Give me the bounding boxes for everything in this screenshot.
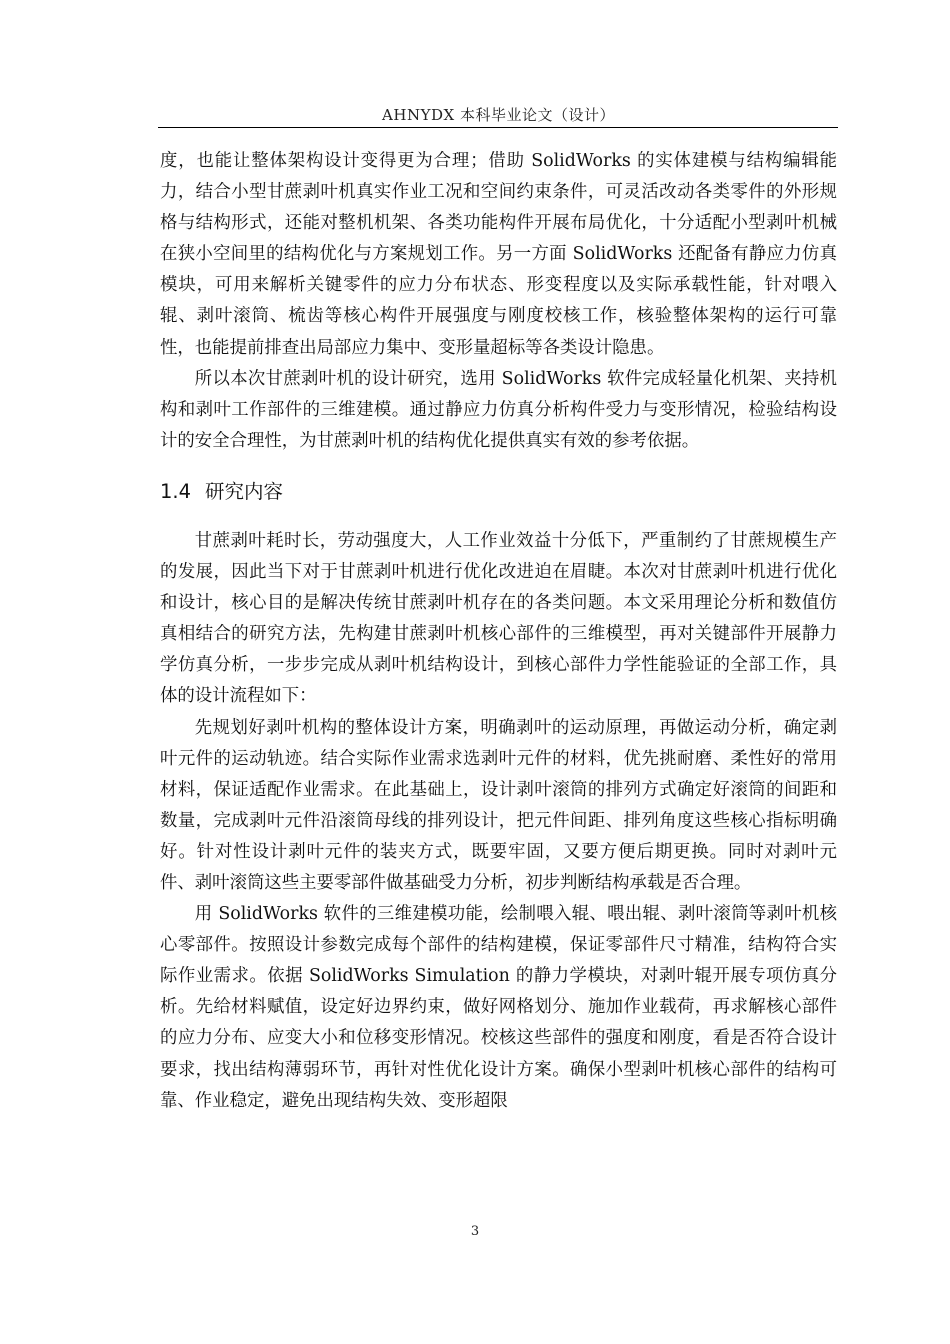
- paragraph-software-choice: 所以本次甘蔗剥叶机的设计研究，选用 SolidWorks 软件完成轻量化机架、夹持机构和剥叶工作部件的三维建模。通过静应力仿真分析构件受力与变形情况，检验结构设计的安全合理性，为甘蔗剥叶机的结构优化提供真实有效的参考依据。: [160, 368, 837, 451]
- paragraph-simulation: 用 SolidWorks 软件的三维建模功能，绘制喂入辊、喂出辊、剥叶滚筒等剥叶机核心零部件。按照设计参数完成每个部件的结构建模，保证零部件尺寸精准，结构符合实际作业需求。依据 SolidWorks Simulation 的静力学模块，对剥叶辊开展专项仿真分析。先给材料赋值，设定好边界约束，做好网格划分、施加作业载荷，再求解核心部件的应力分布、应变大小和位移变形情况。校核这些部件的强度和刚度，看是否符合设计要求，找出结构薄弱环节，再针对性优化设计方案。确保小型剥叶机核心部件的结构可靠、作业稳定，避免出现结构失效、变形超限: [160, 904, 837, 1111]
- paragraph-continued: 度，也能让整体架构设计变得更为合理；借助 SolidWorks 的实体建模与结构编辑能力，结合小型甘蔗剥叶机真实作业工况和空间约束条件，可灵活改动各类零件的外形规格与结构形式，还能对整机机架、各类功能构件开展布局优化，十分适配小型剥叶机械在狭小空间里的结构优化与方案规划工作。另一方面 SolidWorks 还配备有静应力仿真模块，可用来解析关键零件的应力分布状态、形变程度以及实际承载性能，针对喂入辊、剥叶滚筒、梳齿等核心构件开展强度与刚度校核工作，核验整体架构的运行可靠性，也能提前排查出局部应力集中、变形量超标等各类设计隐患。: [160, 151, 837, 358]
- section-number: 1.4: [160, 479, 192, 503]
- page-number: 3: [470, 1224, 480, 1239]
- paragraph-design-plan: 先规划好剥叶机构的整体设计方案，明确剥叶的运动原理，再做运动分析，确定剥叶元件的运动轨迹。结合实际作业需求选剥叶元件的材料，优先挑耐磨、柔性好的常用材料，保证适配作业需求。在此基础上，设计剥叶滚筒的排列方式确定好滚筒的间距和数量，完成剥叶元件沿滚筒母线的排列设计，把元件间距、排列角度这些核心指标明确好。针对性设计剥叶元件的装夹方式，既要牢固，又要方便后期更换。同时对剥叶元件、剥叶滚筒这些主要零部件做基础受力分析，初步判断结构承载是否合理。: [160, 717, 837, 893]
- section-heading: [160, 478, 837, 506]
- header-rule: [158, 127, 838, 128]
- page-body: [160, 146, 837, 1117]
- section-title: 研究内容: [205, 479, 284, 503]
- running-header: AHNYDX 本科毕业论文（设计）: [382, 106, 615, 124]
- paragraph-research-intro: 甘蔗剥叶耗时长，劳动强度大，人工作业效益十分低下，严重制约了甘蔗规模生产的发展，因此当下对于甘蔗剥叶机进行优化改进迫在眉睫。本次对甘蔗剥叶机进行优化和设计，核心目的是解决传统甘蔗剥叶机存在的各类问题。本文采用理论分析和数值仿真相结合的研究方法，先构建甘蔗剥叶机核心部件的三维模型，再对关键部件开展静力学仿真分析，一步步完成从剥叶机结构设计，到核心部件力学性能验证的全部工作，具体的设计流程如下：: [160, 530, 837, 707]
